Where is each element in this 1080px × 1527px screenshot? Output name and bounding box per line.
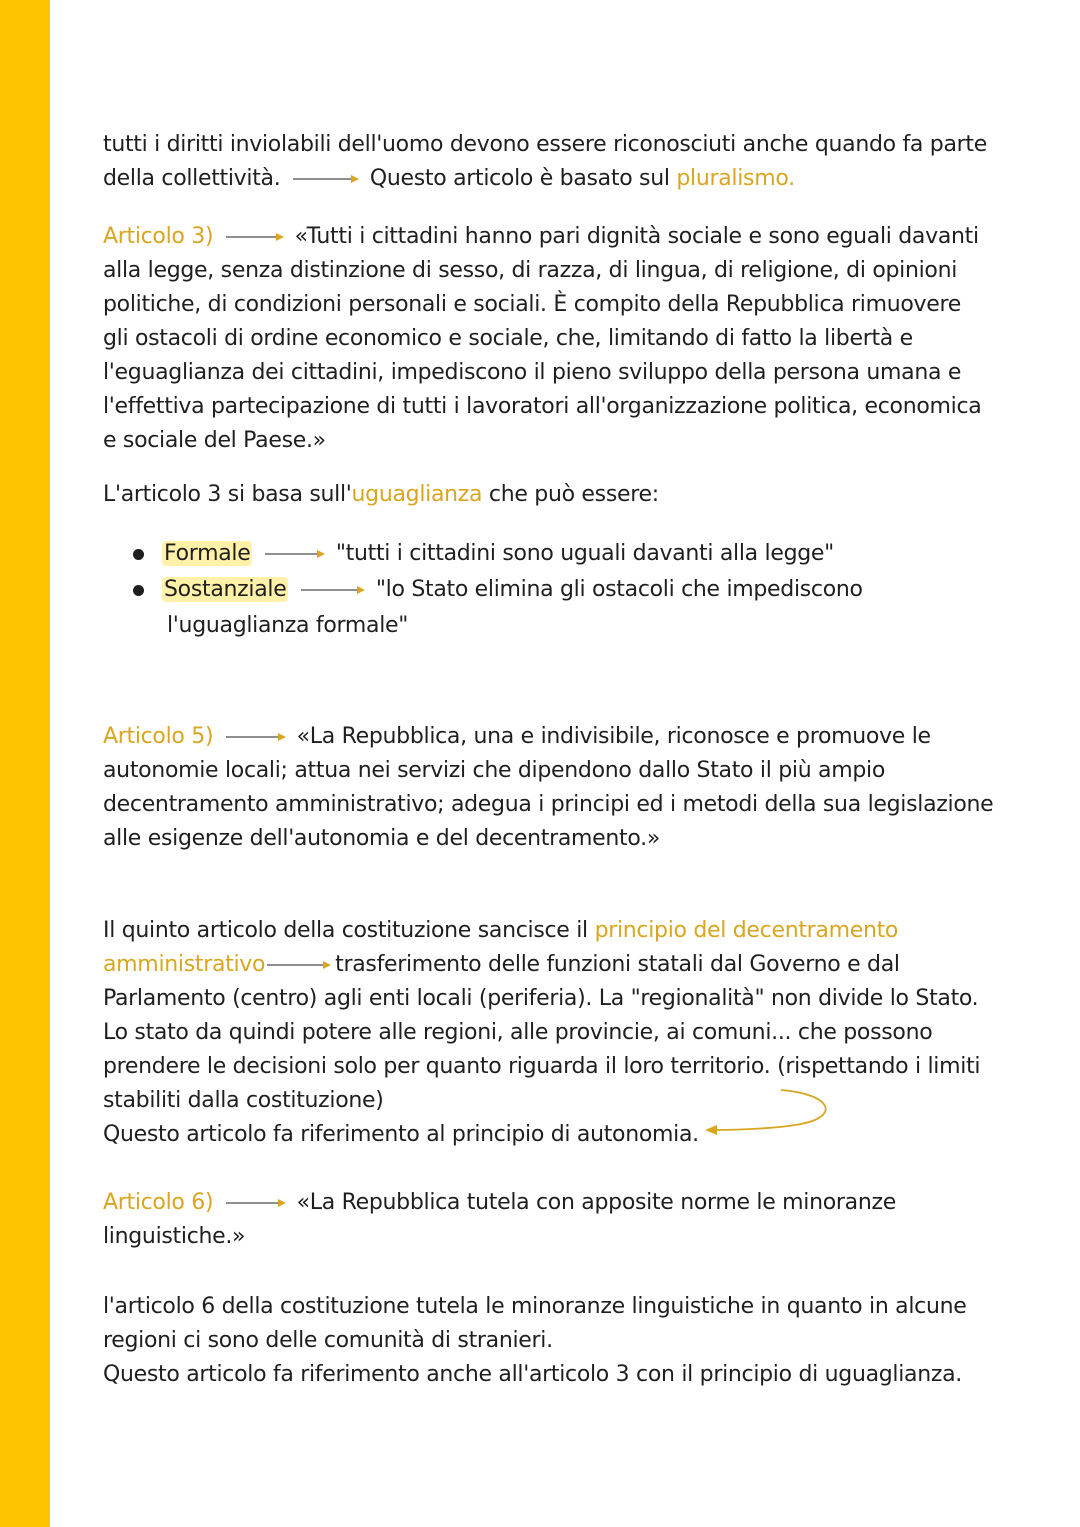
- notes-page: [103, 0, 1003, 1527]
- text-line: l'articolo 6 della costituzione tutela le minoranze linguistiche in quanto in alcune: [103, 1294, 967, 1319]
- arrow-right-icon: [224, 1197, 286, 1209]
- text-line: alle esigenze dell'autonomia e del decentramento.»: [103, 826, 660, 851]
- article-3-label: Articolo 3): [103, 224, 214, 249]
- text-line: gli ostacoli di ordine economico e sociale, che, limitando di fatto la libertà e: [103, 326, 913, 351]
- text-line: [103, 220, 983, 254]
- text-line: [103, 162, 983, 196]
- uguaglianza-intro: [103, 478, 983, 512]
- text-line: l'eguaglianza dei cittadini, impediscono il pieno sviluppo della persona umana e: [103, 360, 962, 385]
- term-description: "tutti i cittadini sono uguali davanti alla legge": [335, 541, 834, 566]
- text-fragment: trasferimento delle funzioni statali dal Governo e dal: [335, 952, 900, 977]
- article-6-label: Articolo 6): [103, 1190, 214, 1215]
- decentramento-paragraph: [103, 914, 983, 1152]
- article-3-quote: [103, 220, 983, 458]
- text-line: Parlamento (centro) agli enti locali (periferia). La "regionalità" non divide lo Stato.: [103, 986, 979, 1011]
- arrow-right-icon: [263, 548, 325, 560]
- text-line: alla legge, senza distinzione di sesso, di razza, di lingua, di religione, di opinioni: [103, 258, 958, 283]
- list-item: [133, 536, 993, 572]
- text-line: tutti i diritti inviolabili dell'uomo devono essere riconosciuti anche quando fa parte: [103, 132, 987, 157]
- text-line: l'effettiva partecipazione di tutti i lavoratori all'organizzazione politica, economica: [103, 394, 982, 419]
- text-line: Lo stato da quindi potere alle regioni, alle provincie, ai comuni... che possono: [103, 1020, 933, 1045]
- text-line: [103, 914, 983, 948]
- text-line: prendere le decisioni solo per quanto riguarda il loro territorio. (rispettando i limiti: [103, 1054, 981, 1079]
- text-line: [103, 478, 983, 512]
- text-fragment: Il quinto articolo della costituzione sancisce il: [103, 918, 588, 943]
- arrow-right-icon: [299, 584, 365, 596]
- minoranze-paragraph: [103, 1290, 983, 1392]
- arrow-right-icon: [265, 959, 331, 971]
- text-line: politiche, di condizioni personali e sociali. È compito della Repubblica rimuovere: [103, 292, 961, 317]
- article-5-quote: [103, 720, 994, 856]
- term-sostanziale: Sostanziale: [164, 577, 287, 602]
- text-line: Questo articolo fa riferimento anche all'articolo 3 con il principio di uguaglianza.: [103, 1362, 963, 1387]
- text-line: [103, 1186, 983, 1220]
- highlight-principio: principio del decentramento: [594, 918, 899, 943]
- term-description: "lo Stato elimina gli ostacoli che impediscono: [375, 577, 863, 602]
- text-fragment: che può essere:: [488, 482, 659, 507]
- text-line: [103, 948, 983, 982]
- text-fragment: L'articolo 3 si basa sull': [103, 482, 352, 507]
- term-formale: Formale: [164, 541, 251, 566]
- text-fragment: della collettività.: [103, 166, 281, 191]
- text-line: linguistiche.»: [103, 1224, 246, 1249]
- text-line: e sociale del Paese.»: [103, 428, 326, 453]
- text-line: autonomie locali; attua nei servizi che dipendono dallo Stato il più ampio: [103, 758, 885, 783]
- highlight-word-pluralismo: pluralismo.: [676, 166, 795, 191]
- uguaglianza-list: [133, 536, 993, 644]
- text-fragment: «Tutti i cittadini hanno pari dignità sociale e sono eguali davanti: [294, 224, 979, 249]
- term-description-continued: l'uguaglianza formale": [167, 613, 409, 638]
- list-item: [133, 572, 993, 608]
- bullet-icon: [133, 585, 144, 596]
- text-fragment: «La Repubblica, una e indivisibile, riconosce e promuove le: [296, 724, 931, 749]
- text-line: Questo articolo fa riferimento al principio di autonomia.: [103, 1122, 699, 1147]
- text-fragment: «La Repubblica tutela con apposite norme le minoranze: [296, 1190, 896, 1215]
- highlight-amministrativo: amministrativo: [103, 952, 266, 977]
- pluralism-paragraph: [103, 128, 987, 196]
- arrow-right-icon: [224, 231, 284, 243]
- text-line: decentramento amministrativo; adegua i principi ed i metodi della sua legislazione: [103, 792, 994, 817]
- text-line: [103, 720, 983, 754]
- yellow-margin-stripe: [0, 0, 50, 1527]
- highlight-word-uguaglianza: uguaglianza: [351, 482, 483, 507]
- text-line: stabiliti dalla costituzione): [103, 1088, 384, 1113]
- arrow-right-icon: [291, 173, 359, 185]
- text-fragment: Questo articolo è basato sul: [369, 166, 670, 191]
- article-5-label: Articolo 5): [103, 724, 214, 749]
- curved-arrow-icon: [701, 1086, 831, 1146]
- text-line: regioni ci sono delle comunità di stranieri.: [103, 1328, 553, 1353]
- bullet-icon: [133, 549, 144, 560]
- article-6-quote: [103, 1186, 983, 1254]
- arrow-right-icon: [224, 731, 286, 743]
